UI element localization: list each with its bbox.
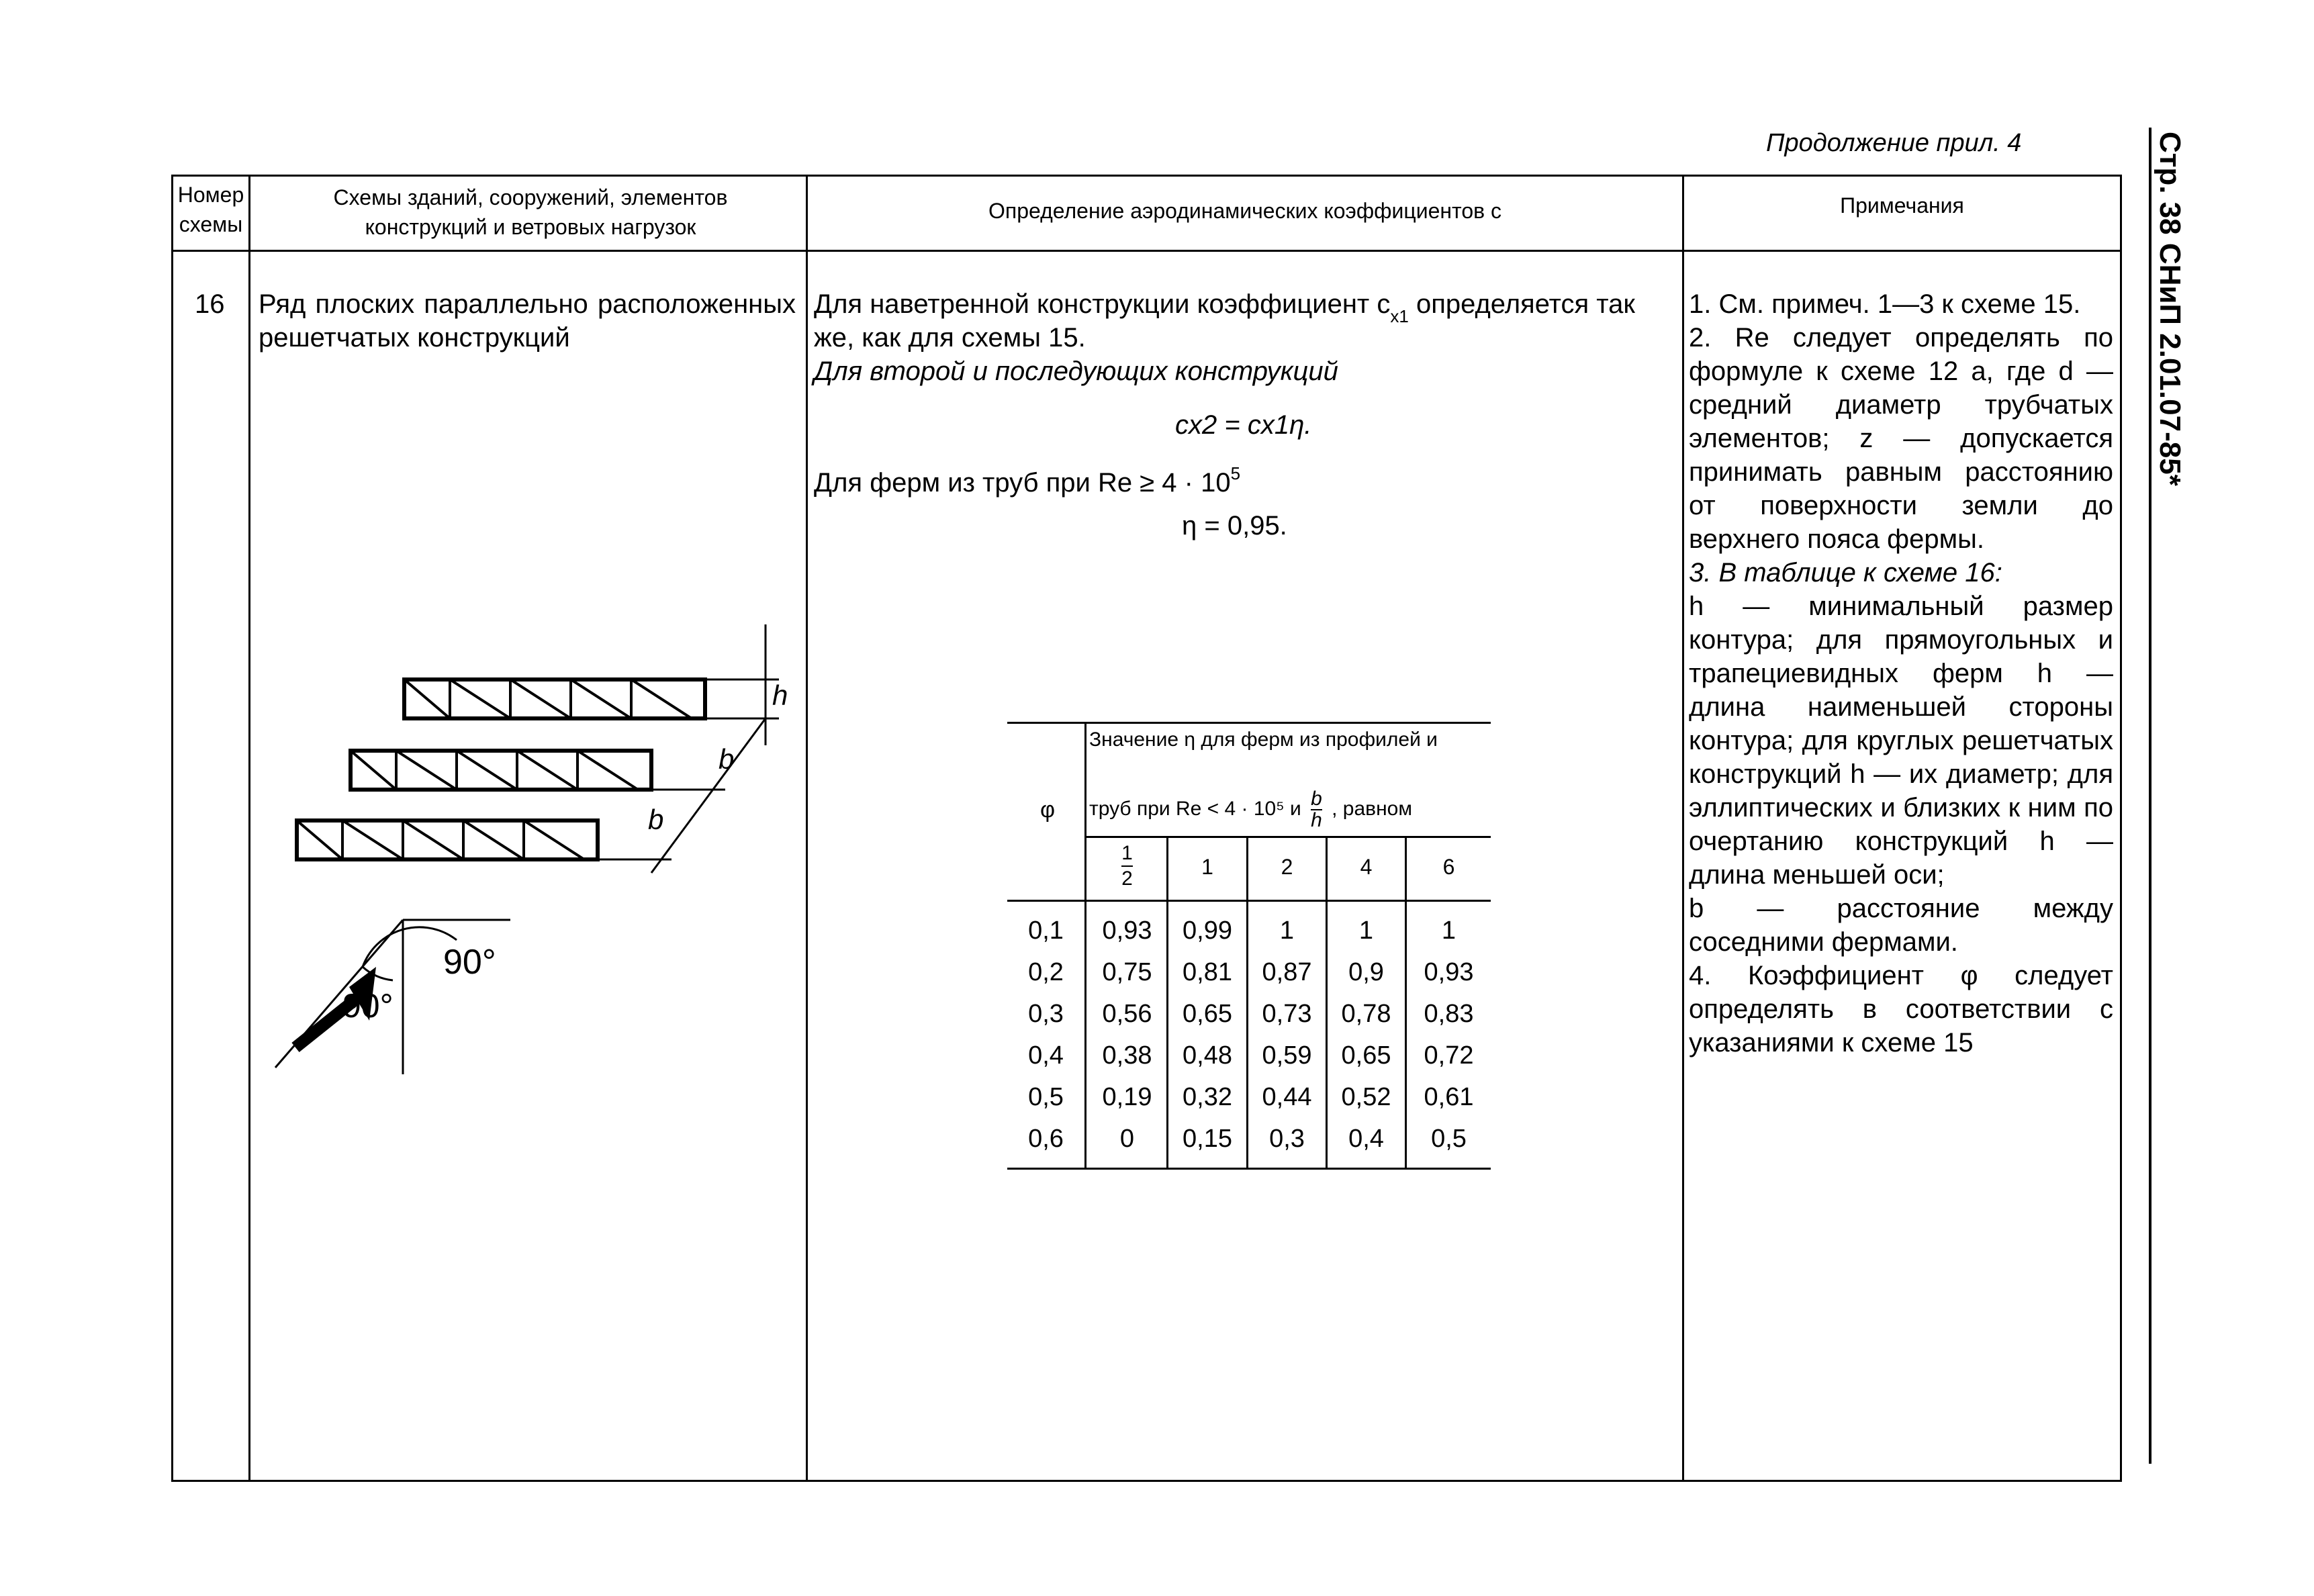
eta-value: 0,9 (1348, 958, 1384, 986)
header-notes: Примечания (1840, 193, 1964, 218)
table-left-border (171, 175, 173, 1481)
header-bottom-border (171, 250, 2122, 252)
eta-header-border (1007, 900, 1491, 902)
col-2: 2 (1281, 855, 1293, 879)
phi-value: 0,3 (1028, 1000, 1064, 1028)
continuation-label: Продолжение прил. 4 (1766, 129, 2022, 157)
eta-value: 0,38 (1102, 1041, 1152, 1070)
header-scheme: Схемы зданий, сооружений, элементов конструкций и ветровых нагрузок (333, 185, 728, 239)
col-half-num: 1 (1121, 841, 1133, 867)
phi-value: 0,4 (1028, 1041, 1064, 1070)
eta-value: 0,93 (1424, 958, 1474, 986)
eta-value: 0,56 (1102, 1000, 1152, 1028)
scheme-diagram (255, 604, 806, 1088)
ratio-fraction (1311, 789, 1322, 831)
eta-value: 0,5 (1431, 1125, 1467, 1153)
side-page-label: Стр. 38 СНиП 2.01.07-85* (2154, 132, 2186, 486)
col-6: 6 (1442, 855, 1455, 879)
eta-value: 0,59 (1262, 1041, 1312, 1070)
eta-value: 1 (1279, 917, 1295, 945)
eta-value: 0,65 (1341, 1041, 1391, 1070)
formula-2: η = 0,95. (1182, 511, 1287, 541)
phi-header: φ (1039, 797, 1056, 823)
eta-value: 0,83 (1424, 1000, 1474, 1028)
scheme-number: 16 (195, 289, 225, 319)
col-4: 4 (1360, 855, 1373, 879)
eta-value: 0,4 (1348, 1125, 1384, 1153)
table-bottom-border (171, 1480, 2122, 1482)
eta-value: 0,99 (1183, 917, 1232, 945)
eta-value: 0,61 (1424, 1083, 1474, 1111)
notes-block (1689, 287, 2113, 1060)
col-divider-2 (806, 175, 808, 1481)
eta-value: 1 (1441, 917, 1456, 945)
table-right-border (2120, 175, 2122, 1481)
header-definition: Определение аэродинамических коэффициентов c (988, 199, 1502, 223)
header-number: Номер схемы (177, 183, 244, 236)
phi-value: 0,2 (1028, 958, 1064, 986)
eta-value: 0,44 (1262, 1083, 1312, 1111)
eta-subheader-border (1084, 836, 1491, 838)
scheme-title: Ряд плоских параллельно расположенных решетчатых конструкций (259, 289, 796, 353)
eta-value: 0,65 (1183, 1000, 1232, 1028)
col-divider-3 (1682, 175, 1684, 1481)
note-3: 3. В таблице к схеме 16: (1689, 558, 2002, 588)
label-b-1: b (719, 743, 735, 775)
definition-line-4-text: Для ферм из труб при Re ≥ 4 · 10 (814, 468, 1231, 498)
definition-line-1-end: определяется так (1408, 289, 1635, 319)
eta-value: 0,78 (1341, 1000, 1391, 1028)
eta-group-header-1: Значение η для ферм из профилей и (1089, 729, 1438, 751)
eta-bottom-border (1007, 1168, 1491, 1170)
eta-value: 0,19 (1102, 1083, 1152, 1111)
eta-group-header-2-text: труб при Re < 4 · 10⁵ и (1089, 797, 1301, 820)
note-3-b: b — расстояние между соседними фермами. (1689, 894, 2113, 957)
eta-value: 0,3 (1269, 1125, 1305, 1153)
col-half (1088, 841, 1166, 891)
eta-value: 0,93 (1102, 917, 1152, 945)
col-half-den: 2 (1121, 867, 1133, 890)
eta-top-border (1007, 722, 1491, 724)
eta-value: 1 (1358, 917, 1374, 945)
note-2: 2. Re следует определять по формуле к схеме 12 а, где d — средний диаметр трубчатых элементов; z — допускается принимать равным расстоянию от поверхности земли до верхнего пояса фермы. (1689, 323, 2113, 554)
eta-value: 0,32 (1183, 1083, 1232, 1111)
eta-value: 0,15 (1183, 1125, 1232, 1153)
phi-value: 0,1 (1028, 917, 1064, 945)
formula-1: cx2 = cx1η. (1175, 410, 1312, 440)
col-1: 1 (1201, 855, 1213, 879)
note-4: 4. Коэффициент φ следует определять в соответствии с указаниями к схеме 15 (1689, 961, 2113, 1058)
eta-table (1007, 722, 1491, 1185)
definition-line-1-sub: x1 (1390, 306, 1409, 326)
definition-line-1-text: Для наветренной конструкции коэффициент c (814, 289, 1391, 319)
eta-group-header-2 (1089, 789, 1412, 831)
note-1: 1. См. примеч. 1—3 к схеме 15. (1689, 289, 2081, 319)
eta-value: 0,52 (1341, 1083, 1391, 1111)
label-b-2: b (648, 804, 664, 835)
side-rule (2149, 128, 2151, 1464)
eta-value: 0,48 (1183, 1041, 1232, 1070)
eta-value: 0,72 (1424, 1041, 1474, 1070)
definition-line-3: Для второй и последующих конструкций (814, 357, 1338, 386)
phi-value: 0,5 (1028, 1083, 1064, 1111)
table-top-border (171, 175, 2122, 177)
eta-value: 0,75 (1102, 958, 1152, 986)
eta-value: 0,73 (1262, 1000, 1312, 1028)
angle-label-2: 90° (342, 987, 394, 1025)
col-divider-1 (248, 175, 250, 1481)
eta-value: 0,81 (1183, 958, 1232, 986)
angle-label-1: 90° (443, 943, 496, 982)
ratio-num: b (1311, 788, 1322, 810)
label-h: h (772, 679, 788, 711)
ratio-den: h (1311, 809, 1322, 831)
definition-line-4 (814, 457, 1240, 500)
eta-value: 0,87 (1262, 958, 1312, 986)
eta-col-line (1084, 722, 1086, 1169)
eta-value: 0 (1119, 1125, 1135, 1153)
definition-line-2: же, как для схемы 15. (814, 323, 1086, 353)
note-3-h: h — минимальный размер контура; для прямоугольных и трапециевидных ферм h — длина наименьшей стороны контура; для круглых решетчатых конструкций h — их диаметр; для эллиптических и близких к ним по очертанию конструкций h — длина меньшей оси; (1689, 592, 2113, 890)
ratio-tail: , равном (1332, 797, 1412, 820)
definition-line-4-sup: 5 (1230, 463, 1241, 483)
phi-value: 0,6 (1028, 1125, 1064, 1153)
